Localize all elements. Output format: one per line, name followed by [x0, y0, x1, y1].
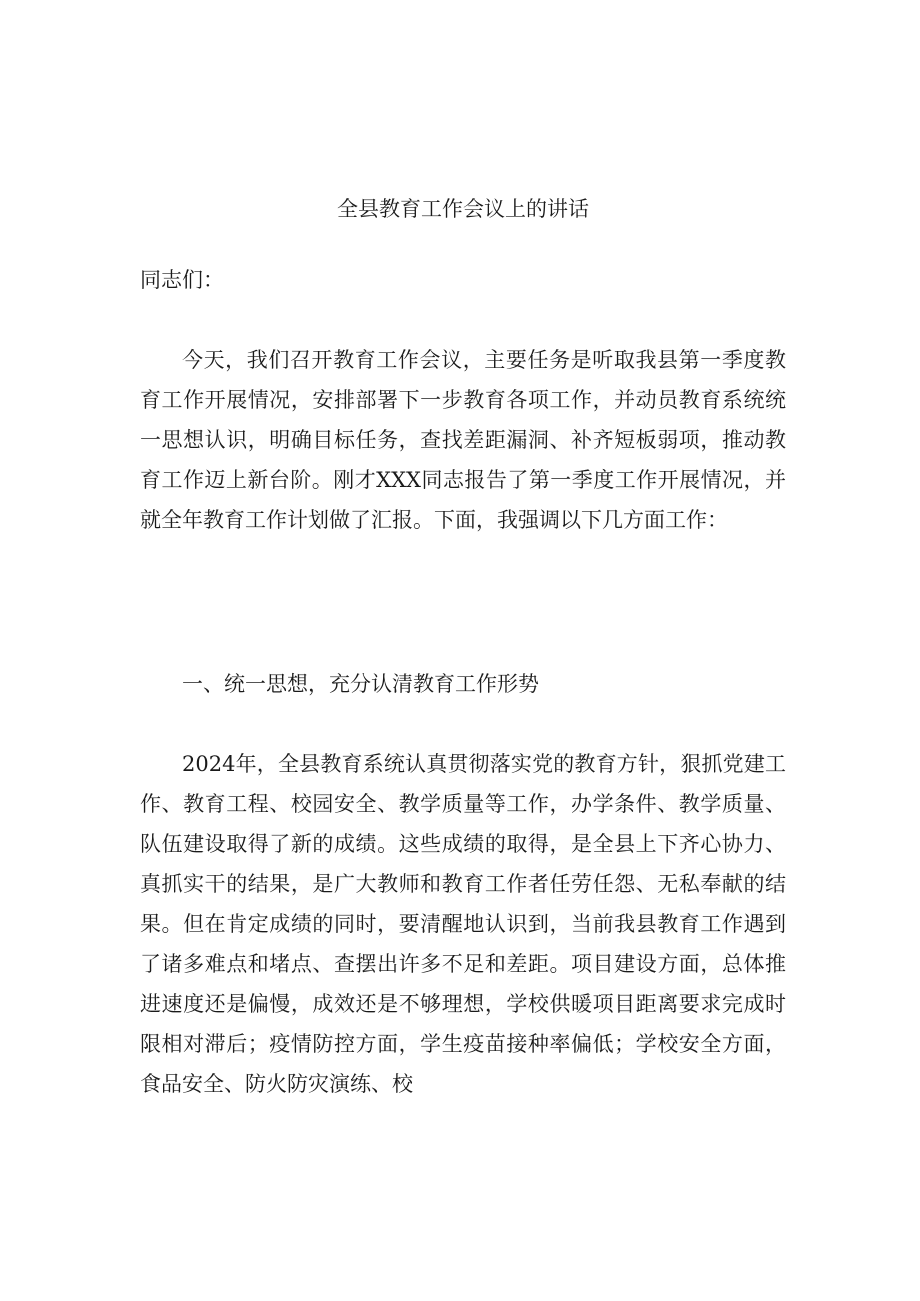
paragraph-situation: 2024年，全县教育系统认真贯彻落实党的教育方针，狠抓党建工作、教育工程、校园安全、教学质量等工作，办学条件、教学质量、队伍建设取得了新的成绩。这些成绩的取得，是全县上下齐心协力、真抓实干的结果，是广大教师和教育工作者任劳任怨、无私奉献的结果。但在肯定成绩的同时，要清醒地认识到，当前我县教育工作遇到了诸多难点和堵点、查摆出许多不足和差距。项目建设方面，总体推进速度还是偏慢，成效还是不够理想，学校供暖项目距离要求完成时限相对滞后；疫情防控方面，学生疫苗接种率偏低；学校安全方面，食品安全、防火防灾演练、校: [140, 752, 786, 1096]
document-title: 全县教育工作会议上的讲话: [337, 197, 589, 221]
paragraph-intro: 今天，我们召开教育工作会议，主要任务是听取我县第一季度教育工作开展情况，安排部署下一步教育各项工作，并动员教育系统统一思想认识，明确目标任务，查找差距漏洞、补齐短板弱项，推动教育工作迈上新台阶。刚才XXX同志报告了第一季度工作开展情况，并就全年教育工作计划做了汇报。下面，我强调以下几方面工作：: [140, 348, 786, 532]
section-heading: 一、统一思想，充分认清教育工作形势: [182, 672, 539, 696]
salutation: 同志们：: [140, 268, 224, 292]
